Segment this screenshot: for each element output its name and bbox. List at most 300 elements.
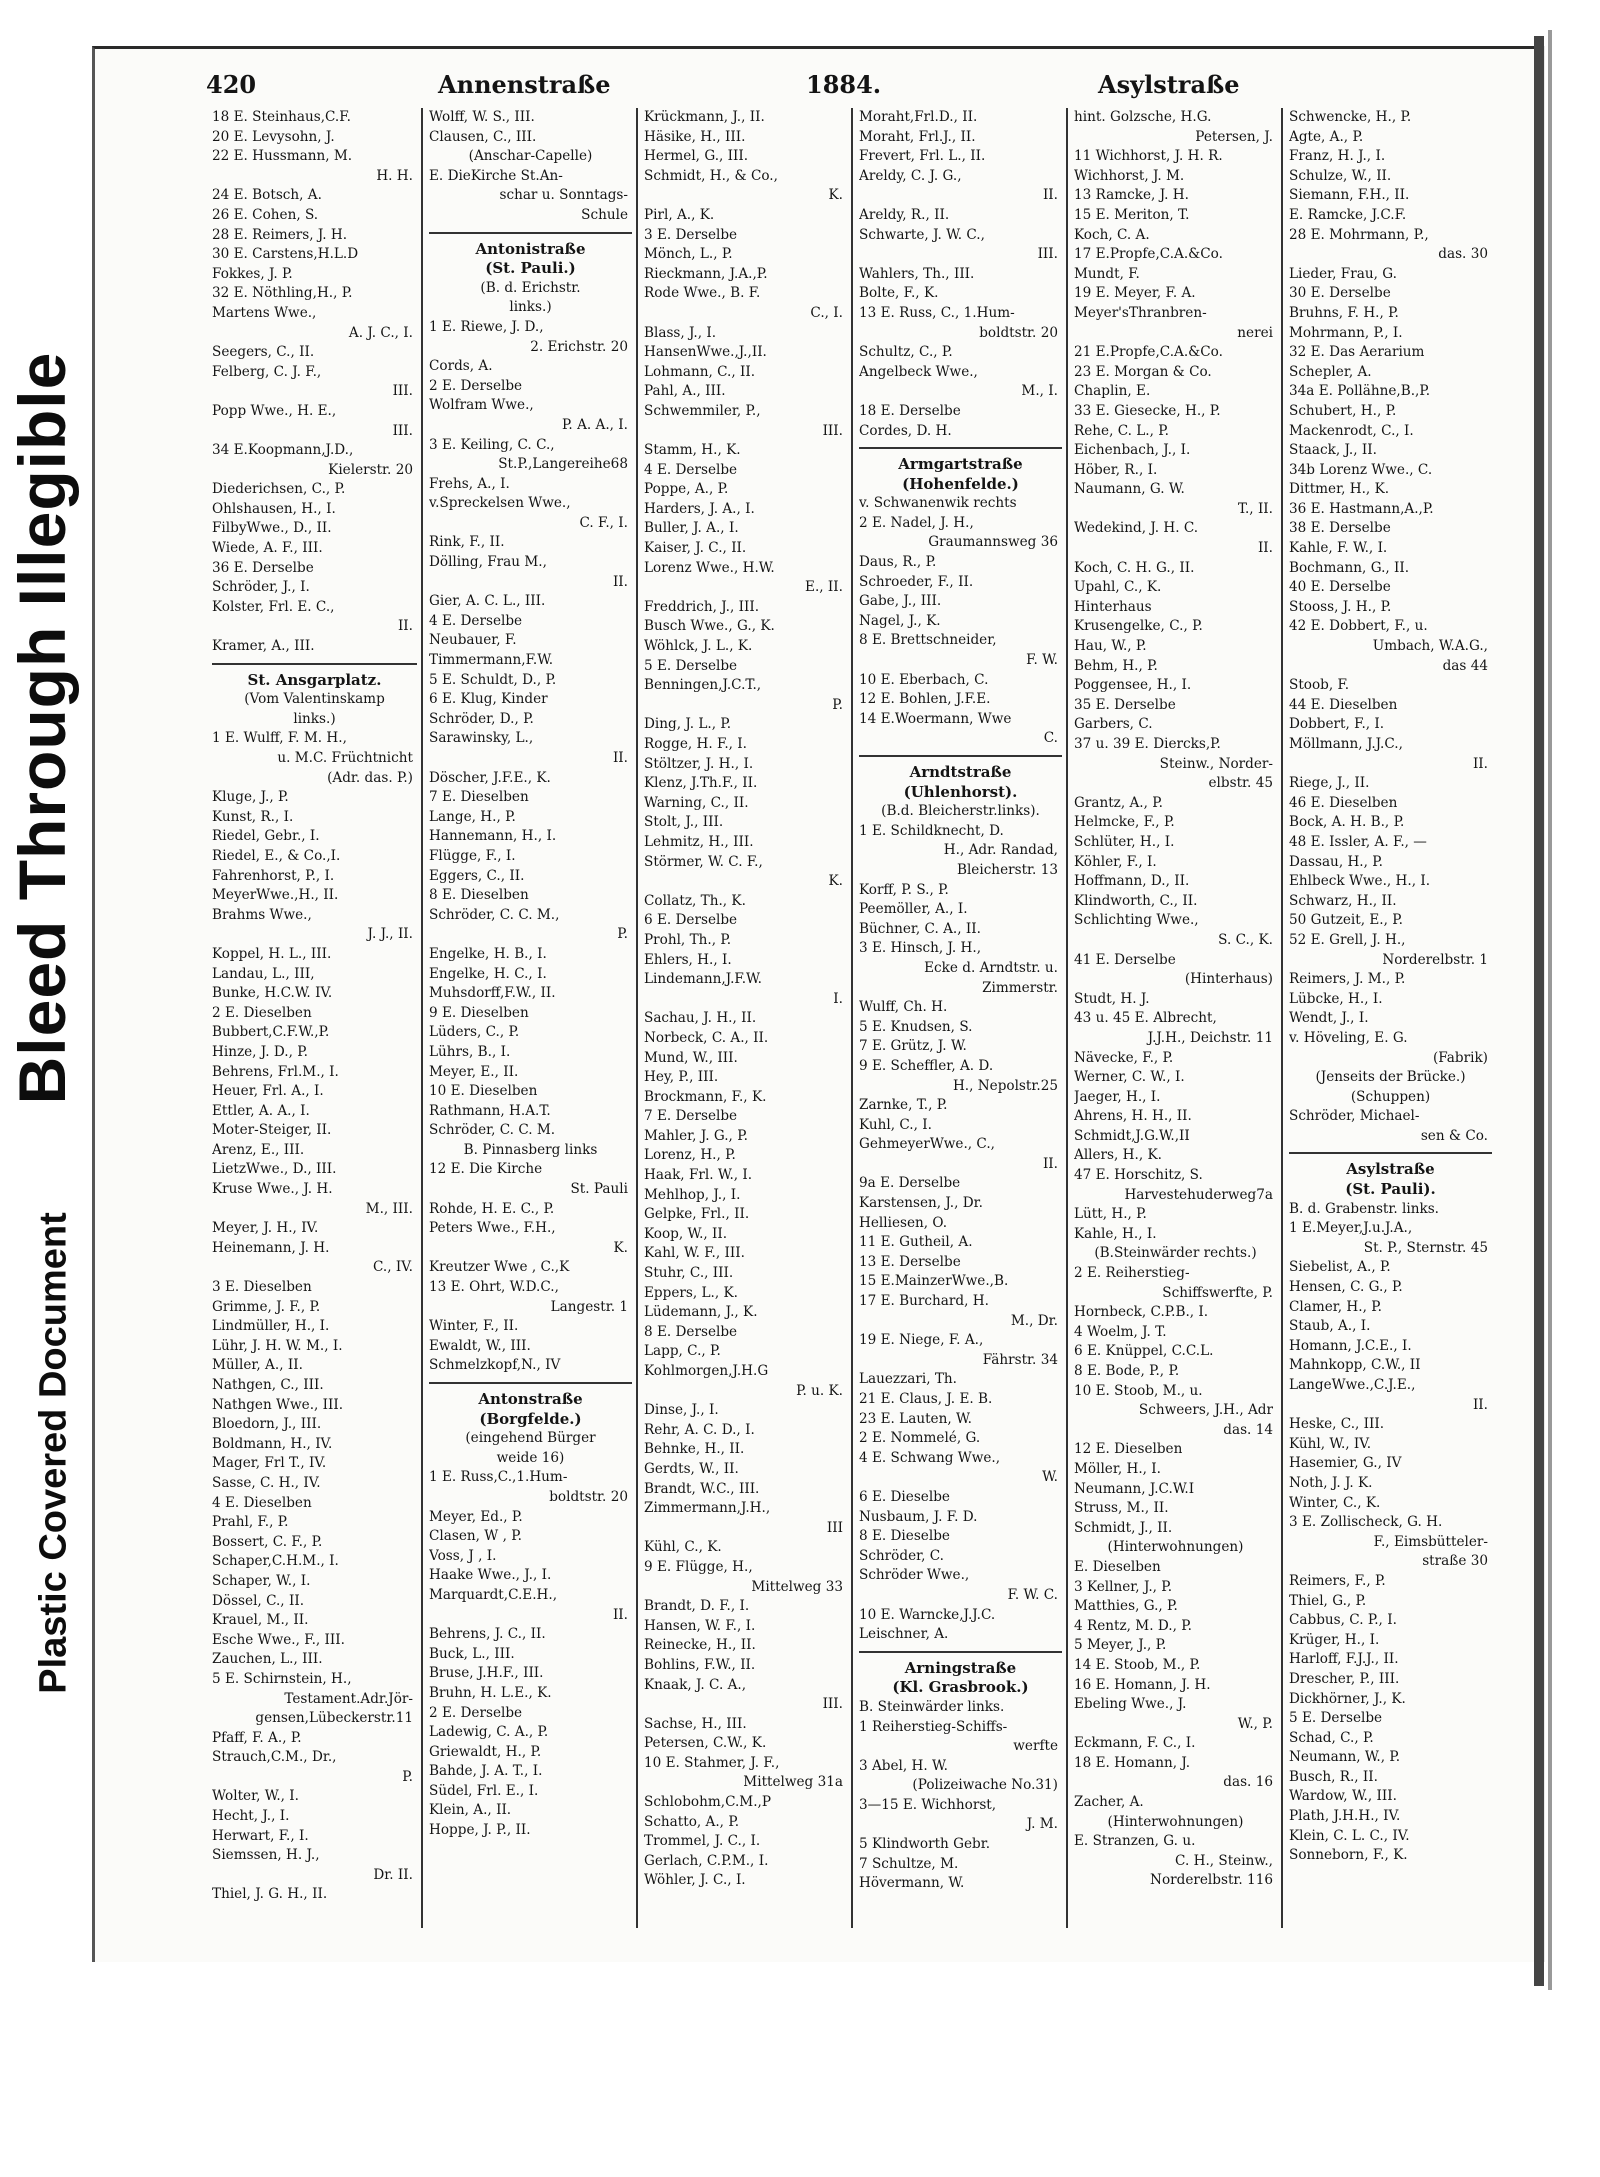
directory-entry: Poggensee, H., I.: [1074, 677, 1192, 694]
entry-continuation: H., Nepolstr.25: [952, 1077, 1058, 1094]
directory-entry: 10 E. Stoob, M., u.: [1074, 1382, 1203, 1399]
directory-entry: Struss, M., II.: [1074, 1500, 1169, 1517]
directory-entry: Nusbaum, J. F. D.: [859, 1508, 978, 1525]
street-note: (Schuppen): [1350, 1088, 1431, 1105]
directory-entry: Schmidt, J., II.: [1074, 1519, 1173, 1536]
directory-entry: Gerdts, W., II.: [644, 1460, 739, 1477]
directory-entry: 5 Klindworth Gebr.: [859, 1836, 991, 1853]
directory-entry: E. DieKirche St.An-: [429, 167, 563, 184]
directory-entry: Petersen, C.W., K.: [644, 1735, 767, 1752]
directory-entry: Bohlins, F.W., II.: [644, 1656, 756, 1673]
directory-entry: Buller, J. A., I.: [644, 520, 739, 537]
directory-entry: 5 Meyer, J., P.: [1074, 1637, 1167, 1654]
directory-entry: Schmidt,J.G.W.,II: [1074, 1127, 1190, 1144]
directory-entry: Staub, A., I.: [1289, 1318, 1371, 1335]
directory-entry: Schröder, C. C. M.,: [429, 906, 560, 923]
directory-entry: 7 E. Derselbe: [644, 1108, 738, 1125]
directory-entry: Pahl, A., III.: [644, 383, 726, 400]
entry-continuation: Graumannsweg 36: [928, 534, 1058, 551]
entry-continuation: Testament.Adr.Jör-: [284, 1690, 413, 1707]
plastic-covered-label: Plastic Covered Document: [32, 1212, 75, 1694]
entry-continuation: boldtstr. 20: [979, 324, 1058, 341]
directory-entry: Prahl, F., P.: [212, 1514, 289, 1531]
directory-entry: 1 Reiherstieg-Schiffs-: [859, 1718, 1008, 1735]
entry-continuation: Mittelweg 31a: [743, 1774, 843, 1791]
directory-entry: 2 E. Nommelé, G.: [859, 1430, 981, 1447]
directory-entry: 10 E. Dieselben: [429, 1083, 538, 1100]
directory-entry: Peters Wwe., F.H.,: [429, 1220, 556, 1237]
directory-entry: Franz, H. J., I.: [1289, 148, 1386, 165]
directory-entry: Haake Wwe., J., I.: [429, 1567, 552, 1584]
entry-continuation: das. 16: [1223, 1774, 1273, 1791]
entry-continuation: C. H., Steinw.,: [1175, 1852, 1273, 1869]
directory-entry: Neumann, J.C.W.I: [1074, 1480, 1195, 1497]
entry-continuation: W., P.: [1237, 1715, 1273, 1732]
directory-entry: Strauch,C.M., Dr.,: [212, 1749, 337, 1766]
directory-entry: 10 E. Warncke,J.J.C.: [859, 1606, 996, 1623]
directory-entry: E. Ramcke, J.C.F.: [1289, 206, 1407, 223]
directory-entry: Homann, J.C.E., I.: [1289, 1337, 1412, 1354]
page-edge-shadow: [1548, 30, 1552, 1990]
directory-entry: 13 E. Derselbe: [859, 1253, 961, 1270]
directory-entry: Riege, J., II.: [1289, 775, 1370, 792]
directory-entry: Poppe, A., P.: [644, 481, 729, 498]
directory-entry: 12 E. Die Kirche: [429, 1161, 543, 1178]
bleed-through-label: Bleed Through Illegible: [5, 351, 79, 1105]
directory-entry: Koch, C. H. G., II.: [1074, 559, 1195, 576]
directory-entry: Moraht,Frl.D., II.: [859, 109, 978, 125]
entry-continuation: F. W.: [1026, 652, 1058, 669]
directory-entry: 1 E. Riewe, J. D.,: [429, 318, 544, 335]
directory-entry: Dinse, J., I.: [644, 1402, 719, 1419]
directory-entry: Mackenrodt, C., I.: [1289, 422, 1414, 439]
directory-entry: Grimme, J. F., P.: [212, 1298, 321, 1315]
directory-entry: Riedel, E., & Co.,I.: [212, 847, 341, 864]
directory-entry: Warning, C., II.: [644, 794, 749, 811]
directory-entry: 13 Ramcke, J. H.: [1074, 187, 1189, 204]
directory-entry: Kaiser, J. C., II.: [644, 540, 747, 557]
directory-entry: B. d. Grabenstr. links.: [1289, 1200, 1440, 1217]
directory-entry: Hinze, J. D., P.: [212, 1043, 308, 1060]
directory-entry: Buck, L., III.: [429, 1645, 515, 1662]
directory-entry: Mehlhop, J., I.: [644, 1186, 741, 1203]
entry-continuation: III.: [822, 422, 843, 439]
directory-entry: Schaper, W., I.: [212, 1572, 311, 1589]
entry-continuation: P.: [832, 696, 843, 713]
directory-entry: Helliesen, O.: [859, 1214, 948, 1231]
directory-entry: Bloedorn, J., III.: [212, 1416, 322, 1433]
directory-entry: 13 E. Ohrt, W.D.C.,: [429, 1279, 559, 1296]
directory-entry: Cordes, D. H.: [859, 422, 952, 439]
directory-entry: 21 E. Claus, J. E. B.: [859, 1391, 993, 1407]
directory-entry: 21 E.Propfe,C.A.&Co.: [1074, 344, 1223, 361]
directory-entry: 23 E. Lauten, W.: [859, 1410, 972, 1427]
directory-entry: Hermel, G., III.: [644, 148, 749, 165]
directory-entry: 10 E. Stahmer, J. F.,: [644, 1754, 780, 1771]
directory-entry: 44 E. Dieselben: [1289, 696, 1398, 713]
entry-continuation: straße 30: [1422, 1553, 1488, 1570]
directory-entry: Gerlach, C.P.M., I.: [644, 1852, 769, 1869]
directory-entry: Schlüter, H., I.: [1074, 833, 1175, 850]
directory-entry: 41 E. Derselbe: [1074, 951, 1176, 968]
directory-entry: Schröder, C.: [859, 1547, 944, 1564]
directory-entry: Upahl, C., K.: [1074, 579, 1162, 596]
directory-entry: Siemann, F.H., II.: [1289, 187, 1410, 204]
entry-continuation: M., III.: [365, 1200, 413, 1217]
directory-entry: Reimers, F., P.: [1289, 1572, 1386, 1589]
entry-continuation: P.: [617, 926, 628, 943]
directory-entry: Heuer, Frl. A., I.: [212, 1083, 324, 1100]
street-note: links.): [293, 710, 336, 727]
entry-continuation: St. Pauli: [570, 1181, 628, 1198]
entry-continuation: II.: [1257, 540, 1273, 557]
directory-entry: Siemssen, H. J.,: [212, 1847, 320, 1864]
directory-entry: Prohl, Th., P.: [644, 931, 732, 948]
directory-entry: MeyerWwe.,H., II.: [212, 887, 339, 904]
directory-entry: hint. Golzsche, H.G.: [1074, 109, 1212, 125]
directory-entry: Lindemann,J.F.W.: [644, 971, 762, 988]
street-heading: Antonistraße: [429, 232, 632, 260]
entry-continuation: H., Adr. Randad,: [943, 842, 1058, 859]
directory-entry: 34 E.Koopmann,J.D.,: [212, 442, 354, 459]
directory-entry: LangeWwe.,C.J.E.,: [1289, 1377, 1416, 1393]
directory-entry: 36 E. Derselbe: [212, 559, 314, 576]
directory-entry: 32 E. Das Aerarium: [1289, 344, 1425, 361]
entry-continuation: das. 14: [1223, 1421, 1273, 1438]
directory-entry: Dössel, C., II.: [212, 1592, 305, 1609]
directory-entry: Mahler, J. G., P.: [644, 1127, 748, 1144]
street-note: (Jenseits der Brücke.): [1315, 1069, 1466, 1086]
directory-entry: Moraht, Frl.J., II.: [859, 128, 976, 145]
directory-entry: Heinemann, J. H.: [212, 1239, 330, 1256]
directory-entry: 14 E. Stoob, M., P.: [1074, 1656, 1201, 1673]
directory-entry: Riedel, Gebr., I.: [212, 828, 320, 845]
directory-entry: Kreutzer Wwe , C.,K: [429, 1259, 570, 1276]
directory-entry: Kuhl, C., I.: [859, 1116, 932, 1133]
street-note: (Vom Valentinskamp: [244, 691, 385, 708]
directory-entry: Hecht, J., I.: [212, 1808, 290, 1825]
directory-entry: 2 E. Derselbe: [429, 1704, 523, 1721]
directory-entry: 4 E. Derselbe: [429, 612, 523, 629]
directory-entry: Chaplin, E.: [1074, 383, 1151, 400]
directory-entry: Moter-Steiger, II.: [212, 1122, 332, 1139]
directory-entry: 8 E. Dieselben: [429, 887, 529, 904]
year: 1884.: [806, 70, 882, 99]
directory-entry: 4 E. Schwang Wwe.,: [859, 1449, 1001, 1466]
directory-entry: 5 E. Derselbe: [644, 657, 738, 674]
directory-entry: 1 E. Schildknecht, D.: [859, 822, 1004, 839]
entry-continuation: M., Dr.: [1010, 1312, 1058, 1329]
directory-entry: 5 E. Derselbe: [1289, 1710, 1383, 1727]
directory-entry: Rohde, H. E. C., P.: [429, 1200, 555, 1217]
directory-entry: Thiel, J. G. H., II.: [212, 1886, 328, 1903]
directory-entry: Meyer, E., II.: [429, 1063, 519, 1080]
entry-continuation: Langestr. 1: [550, 1298, 628, 1315]
directory-entry: Popp Wwe., H. E.,: [212, 402, 337, 419]
directory-entry: 3 Abel, H. W.: [859, 1757, 948, 1774]
directory-entry: Schatto, A., P.: [644, 1813, 740, 1830]
directory-entry: Sachau, J. H., II.: [644, 1010, 757, 1027]
directory-entry: Korff, P. S., P.: [859, 881, 949, 898]
directory-entry: Reinecke, H., II.: [644, 1637, 756, 1654]
directory-entry: Hey, P., III.: [644, 1069, 719, 1086]
directory-entry: Stuhr, C., III.: [644, 1265, 734, 1282]
entry-continuation: sen & Co.: [1420, 1127, 1488, 1144]
directory-entry: Wöhlck, J. L., K.: [644, 638, 753, 655]
entry-continuation: Norderelbstr. 116: [1150, 1872, 1273, 1889]
directory-entry: Frevert, Frl. L., II.: [859, 148, 986, 165]
directory-entry: Zarnke, T., P.: [859, 1097, 948, 1114]
directory-entry: Höber, R., I.: [1074, 461, 1158, 478]
entry-continuation: I.: [833, 990, 843, 1007]
street-heading: Asylstraße: [1289, 1152, 1492, 1180]
entry-continuation: Fährstr. 34: [982, 1351, 1058, 1368]
directory-entry: Bruse, J.H.F., III.: [429, 1665, 544, 1682]
directory-entry: 11 E. Gutheil, A.: [859, 1234, 973, 1251]
directory-entry: 30 E. Derselbe: [1289, 285, 1391, 302]
directory-entry: 47 E. Horschitz, S.: [1074, 1167, 1203, 1184]
entry-continuation: II.: [612, 1606, 628, 1623]
directory-entry: Stöltzer, J. H., I.: [644, 755, 754, 772]
directory-entry: Krüger, H., I.: [1289, 1631, 1380, 1648]
entry-continuation: (Adr. das. P.): [327, 769, 413, 786]
directory-entry: Schröder, J., I.: [212, 579, 310, 596]
directory-entry: Seegers, C., II.: [212, 344, 315, 361]
street-note: (B.d. Bleicherstr.links).: [881, 803, 1040, 820]
directory-entry: Schröder, C. C. M.: [429, 1122, 556, 1139]
entry-continuation: III: [826, 1519, 843, 1536]
directory-entry: Koop, W., II.: [644, 1225, 728, 1242]
directory-entry: 3 E. Hinsch, J. H.,: [859, 940, 982, 957]
directory-entry: 33 E. Giesecke, H., P.: [1074, 402, 1221, 419]
street-note: (Hinterwohnungen): [1107, 1539, 1244, 1556]
directory-entry: 9 E. Scheffler, A. D.: [859, 1057, 994, 1074]
directory-entry: Behrens, J. C., II.: [429, 1626, 546, 1643]
entry-continuation: Ecke d. Arndtstr. u.: [924, 959, 1058, 976]
directory-entry: Lapp, C., P.: [644, 1343, 721, 1360]
directory-entry: Leischner, A.: [859, 1626, 949, 1643]
directory-entry: Zacher, A.: [1074, 1794, 1144, 1811]
directory-entry: Herwart, F., I.: [212, 1827, 309, 1844]
entry-continuation: Dr. II.: [373, 1866, 413, 1883]
directory-entry: 19 E. Niege, F. A.,: [859, 1332, 984, 1349]
directory-entry: Clausen, C., III.: [429, 128, 537, 145]
directory-entry: Dittmer, H., K.: [1289, 481, 1390, 498]
directory-entry: 9 E. Flügge, H.,: [644, 1558, 753, 1575]
directory-entry: 1 E.Meyer,J.u.J.A.,: [1289, 1220, 1413, 1237]
directory-entry: Mundt, F.: [1074, 265, 1140, 282]
directory-entry: Wolter, W., I.: [212, 1788, 299, 1805]
directory-entry: Reimers, J. M., P.: [1289, 971, 1406, 988]
directory-entry: Rathmann, H.A.T.: [429, 1102, 551, 1119]
directory-entry: 28 E. Mohrmann, P.,: [1289, 226, 1429, 243]
directory-entry: 30 E. Carstens,H.L.D: [212, 246, 359, 263]
directory-entry: Ewaldt, W., III.: [429, 1337, 531, 1354]
directory-entry: 38 E. Derselbe: [1289, 520, 1391, 537]
directory-entry: Behnke, H., II.: [644, 1441, 745, 1458]
directory-entry: 3 E. Keiling, C. C.,: [429, 436, 555, 453]
directory-entry: Busch, R., II.: [1289, 1768, 1378, 1785]
directory-entry: Eichenbach, J., I.: [1074, 442, 1191, 459]
directory-entry: Agte, A., P.: [1289, 128, 1364, 145]
directory-entry: Wahlers, Th., III.: [859, 265, 975, 282]
entry-continuation: C. F., I.: [579, 514, 628, 531]
directory-entry: Stooss, J. H., P.: [1289, 598, 1392, 615]
directory-entry: Sasse, C. H., IV.: [212, 1474, 321, 1491]
entry-continuation: F., Eimsbütteler-: [1373, 1533, 1488, 1550]
directory-entry: Heske, C., III.: [1289, 1416, 1385, 1433]
directory-entry: Garbers, C.: [1074, 716, 1153, 733]
directory-entry: Schwencke, H., P.: [1289, 109, 1412, 125]
directory-entry: Timmermann,F.W.: [429, 652, 554, 669]
directory-entry: 2 E. Dieselben: [212, 1004, 312, 1021]
directory-entry: Häsike, H., III.: [644, 128, 746, 145]
entry-continuation: C., I.: [810, 304, 843, 321]
directory-entry: 17 E. Burchard, H.: [859, 1293, 989, 1310]
directory-entry: Schwarte, J. W. C.,: [859, 226, 985, 243]
entry-continuation: St.P.,Langereihe68: [498, 456, 628, 473]
directory-entry: 4 Rentz, M. D., P.: [1074, 1617, 1192, 1634]
directory-entry: Flügge, F., I.: [429, 847, 516, 864]
entry-continuation: St. P., Sternstr. 45: [1363, 1239, 1488, 1256]
directory-entry: Collatz, Th., K.: [644, 892, 746, 909]
directory-entry: Harders, J. A., I.: [644, 500, 755, 517]
directory-entry: 9 E. Dieselben: [429, 1004, 529, 1021]
directory-entry: Griewaldt, H., P.: [429, 1743, 542, 1760]
directory-entry: Siebelist, A., P.: [1289, 1259, 1391, 1276]
directory-entry: 3 E. Dieselben: [212, 1279, 312, 1296]
column-2: [421, 108, 636, 1928]
directory-entry: Helmcke, F., P.: [1074, 814, 1175, 831]
directory-entry: LietzWwe., D., III.: [212, 1161, 337, 1178]
directory-entry: Lorenz Wwe., H.W.: [644, 559, 775, 576]
directory-entry: Eckmann, F. C., I.: [1074, 1735, 1196, 1752]
entry-continuation: K.: [613, 1239, 628, 1256]
directory-entry: Lübcke, H., I.: [1289, 990, 1383, 1007]
directory-entry: Krusengelke, C., P.: [1074, 618, 1203, 635]
directory-entry: 4 Woelm, J. T.: [1074, 1323, 1167, 1340]
directory-entry: Clamer, H., P.: [1289, 1298, 1382, 1315]
directory-entry: 48 E. Issler, A. F., —: [1289, 833, 1427, 850]
directory-entry: Rehe, C. L., P.: [1074, 422, 1169, 439]
entry-continuation: II.: [612, 573, 628, 590]
directory-entry: Kahl, W. F., III.: [644, 1245, 745, 1262]
directory-entry: 9a E. Derselbe: [859, 1175, 961, 1192]
street-heading: Antonstraße: [429, 1382, 632, 1410]
directory-entry: Wichhorst, J. M.: [1074, 167, 1185, 184]
directory-entry: Hensen, C. G., P.: [1289, 1279, 1403, 1296]
column-1: [206, 108, 421, 1928]
directory-entry: 6 E. Dieselbe: [859, 1488, 950, 1505]
directory-entry: Bock, A. H. B., P.: [1289, 814, 1405, 831]
entry-continuation: III.: [392, 383, 413, 400]
directory-entry: Werner, C. W., I.: [1074, 1069, 1185, 1086]
directory-entry: Noth, J. J. K.: [1289, 1474, 1373, 1491]
directory-entry: 52 E. Grell, J. H.,: [1289, 931, 1406, 948]
entry-continuation: P. A. A., I.: [562, 416, 628, 433]
directory-entry: Sarawinsky, L.,: [429, 730, 534, 747]
directory-entry: Brockmann, F., K.: [644, 1088, 767, 1105]
directory-entry: 26 E. Cohen, S.: [212, 206, 319, 223]
directory-entry: Wiede, A. F., III.: [212, 540, 323, 557]
street-heading: (Hohenfelde.): [902, 474, 1019, 493]
directory-entry: Rieckmann, J.A.,P.: [644, 265, 768, 282]
page-header: [206, 70, 1496, 104]
directory-entry: Schmelzkopf,N., IV: [429, 1357, 561, 1374]
directory-entry: Meyer, J. H., IV.: [212, 1220, 319, 1237]
directory-entry: Behrens, Frl.M., I.: [212, 1063, 339, 1080]
entry-continuation: J.J.H., Deichstr. 11: [1147, 1029, 1273, 1046]
directory-entry: Bahde, J. A. T., I.: [429, 1763, 543, 1780]
entry-continuation: II.: [1472, 1396, 1488, 1413]
directory-entry: Lohmann, C., II.: [644, 363, 756, 380]
directory-entry: 12 E. Dieselben: [1074, 1441, 1183, 1458]
directory-entry: Dassau, H., P.: [1289, 853, 1383, 870]
directory-entry: Ettler, A. A., I.: [212, 1102, 310, 1119]
street-heading: (Kl. Grasbrook.): [892, 1678, 1029, 1697]
directory-entry: Kramer, A., III.: [212, 638, 315, 655]
entry-continuation: Schweers, J.H., Adr: [1138, 1402, 1273, 1419]
street-heading: Arningstraße: [859, 1651, 1062, 1679]
directory-entry: v. Schwanenwik rechts: [859, 495, 1017, 512]
directory-entry: 1 E. Wulff, F. M. H.,: [212, 730, 347, 747]
directory-entry: E. Dieselben: [1074, 1558, 1161, 1575]
directory-entry: 28 E. Reimers, J. H.: [212, 226, 348, 243]
directory-entry: Kruse Wwe., J. H.: [212, 1181, 333, 1198]
directory-entry: 14 E.Woermann, Wwe: [859, 710, 1012, 727]
directory-entry: Mahnkopp, C.W., II: [1289, 1357, 1421, 1374]
directory-entry: Schroeder, F., II.: [859, 573, 974, 590]
directory-entry: Brandt, D. F., I.: [644, 1598, 750, 1615]
entry-continuation: T., II.: [1237, 500, 1273, 517]
directory-entry: 6 E. Knüppel, C.C.L.: [1074, 1343, 1214, 1360]
directory-entry: 3 E. Zollischeck, G. H.: [1289, 1514, 1443, 1531]
entry-continuation: C.: [1043, 730, 1058, 747]
directory-entry: 7 Schultze, M.: [859, 1855, 959, 1872]
directory-entry: Lütt, H., P.: [1074, 1206, 1147, 1223]
entry-continuation: Harvestehuderweg7a: [1124, 1186, 1273, 1203]
directory-entry: 7 E. Grütz, J. W.: [859, 1038, 967, 1055]
directory-entry: 15 E. Meriton, T.: [1074, 206, 1190, 223]
directory-entry: Stolt, J., III.: [644, 814, 724, 831]
entry-continuation: P. u. K.: [796, 1382, 843, 1399]
street-note: B. Pinnasberg links: [463, 1141, 598, 1158]
directory-entry: Nävecke, F., P.: [1074, 1049, 1174, 1066]
directory-entry: Zauchen, L., III.: [212, 1651, 323, 1668]
directory-entry: Rink, F., II.: [429, 534, 505, 551]
entry-continuation: Petersen, J.: [1195, 128, 1273, 145]
directory-entry: Lehmitz, H., III.: [644, 833, 754, 850]
directory-entry: HansenWwe.,J.,II.: [644, 344, 767, 361]
directory-entry: Lange, H., P.: [429, 808, 516, 825]
side-label-panel: [0, 0, 80, 2177]
directory-entry: 22 E. Hussmann, M.: [212, 148, 353, 165]
directory-entry: Möller, H., I.: [1074, 1460, 1161, 1477]
directory-entry: Neubauer, F.: [429, 632, 517, 649]
directory-entry: 13 E. Russ, C., 1.Hum-: [859, 304, 1015, 321]
directory-entry: 1 E. Russ,C.,1.Hum-: [429, 1469, 568, 1486]
directory-entry: Klindworth, C., II.: [1074, 892, 1198, 909]
directory-entry: Mager, Frl T., IV.: [212, 1455, 327, 1472]
directory-entry: Pirl, A., K.: [644, 206, 715, 223]
directory-entry: Hoppe, J. P., II.: [429, 1822, 531, 1839]
directory-entry: 23 E. Morgan & Co.: [1074, 363, 1212, 380]
directory-entry: 3 E. Derselbe: [644, 226, 738, 243]
directory-entry: Benningen,J.C.T.,: [644, 677, 762, 694]
directory-entry: 18 E. Steinhaus,C.F.: [212, 109, 351, 125]
directory-entry: Klein, C. L. C., IV.: [1289, 1827, 1410, 1844]
directory-entry: Gier, A. C. L., III.: [429, 593, 546, 610]
